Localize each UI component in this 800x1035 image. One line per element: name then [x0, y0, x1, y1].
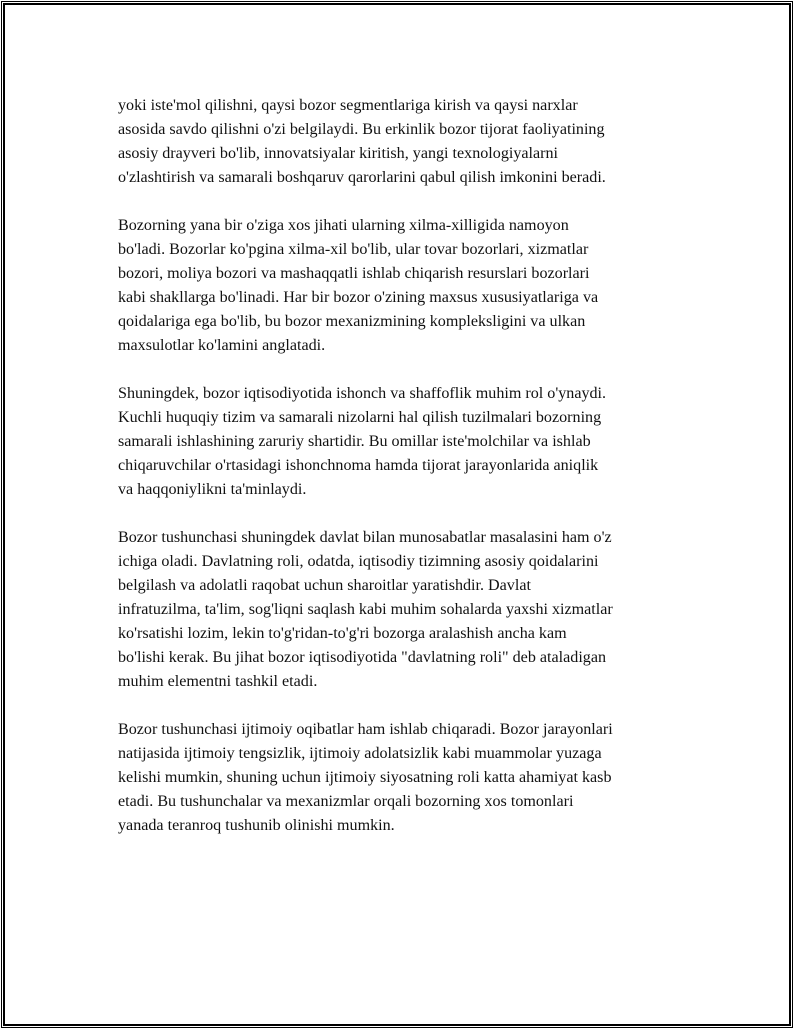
text-line: asosiy drayveri bo'lib, innovatsiyalar kiritish, yangi texnologiyalarni [118, 145, 559, 162]
text-line: muhim elementni tashkil etadi. [118, 673, 318, 690]
text-line: Bozor tushunchasi shuningdek davlat bilan munosabatlar masalasini ham o'z [118, 529, 612, 546]
paragraph-2 [118, 214, 693, 358]
paragraph-3 [118, 382, 693, 502]
paragraph-4 [118, 526, 693, 694]
text-line: ko'rsatishi lozim, lekin to'g'ridan-to'g'ri bozorga aralashish ancha kam [118, 625, 567, 642]
text-line: asosida savdo qilishni o'zi belgilaydi. Bu erkinlik bozor tijorat faoliyatining [118, 121, 605, 138]
text-line: yanada teranroq tushunib olinishi mumkin. [118, 817, 395, 834]
text-line: kelishi mumkin, shuning uchun ijtimoiy siyosatning roli katta ahamiyat kasb [118, 769, 612, 786]
text-line: ichiga oladi. Davlatning roli, odatda, iqtisodiy tizimning asosiy qoidalarini [118, 553, 599, 570]
text-line: belgilash va adolatli raqobat uchun sharoitlar yaratishdir. Davlat [118, 577, 531, 594]
text-line: Bozorning yana bir o'ziga xos jihati ularning xilma-xilligida namoyon [118, 217, 569, 234]
text-line: natijasida ijtimoiy tengsizlik, ijtimoiy adolatsizlik kabi muammolar yuzaga [118, 745, 602, 762]
text-line: va haqqoniylikni ta'minlaydi. [118, 481, 307, 498]
text-line: maxsulotlar ko'lamini anglatadi. [118, 337, 326, 354]
text-line: etadi. Bu tushunchalar va mexanizmlar orqali bozorning xos tomonlari [118, 793, 574, 810]
document-body [118, 94, 693, 862]
text-line: Kuchli huquqiy tizim va samarali nizolarni hal qilish tuzilmalari bozorning [118, 409, 602, 426]
text-line: bo'ladi. Bozorlar ko'pgina xilma-xil bo'lib, ular tovar bozorlari, xizmatlar [118, 241, 589, 258]
text-line: chiqaruvchilar o'rtasidagi ishonchnoma hamda tijorat jarayonlarida aniqlik [118, 457, 599, 474]
text-line: samarali ishlashining zaruriy shartidir. Bu omillar iste'molchilar va ishlab [118, 433, 591, 450]
text-line: infratuzilma, ta'lim, sog'liqni saqlash kabi muhim sohalarda yaxshi xizmatlar [118, 601, 613, 618]
text-line: Bozor tushunchasi ijtimoiy oqibatlar ham ishlab chiqaradi. Bozor jarayonlari [118, 721, 613, 738]
text-line: o'zlashtirish va samarali boshqaruv qarorlarini qabul qilish imkonini beradi. [118, 169, 606, 186]
paragraph-5 [118, 718, 693, 838]
text-line: qoidalariga ega bo'lib, bu bozor mexanizmining kompleksligini va ulkan [118, 313, 586, 330]
text-line: Shuningdek, bozor iqtisodiyotida ishonch va shaffoflik muhim rol o'ynaydi. [118, 385, 607, 402]
text-line: kabi shakllarga bo'linadi. Har bir bozor o'zining maxsus xususiyatlariga va [118, 289, 599, 306]
text-line: bozori, moliya bozori va mashaqqatli ishlab chiqarish resurslari bozorlari [118, 265, 590, 282]
text-line: yoki iste'mol qilishni, qaysi bozor segmentlariga kirish va qaysi narxlar [118, 97, 578, 114]
paragraph-1 [118, 94, 693, 190]
text-line: bo'lishi kerak. Bu jihat bozor iqtisodiyotida "davlatning roli" deb ataladigan [118, 649, 607, 666]
